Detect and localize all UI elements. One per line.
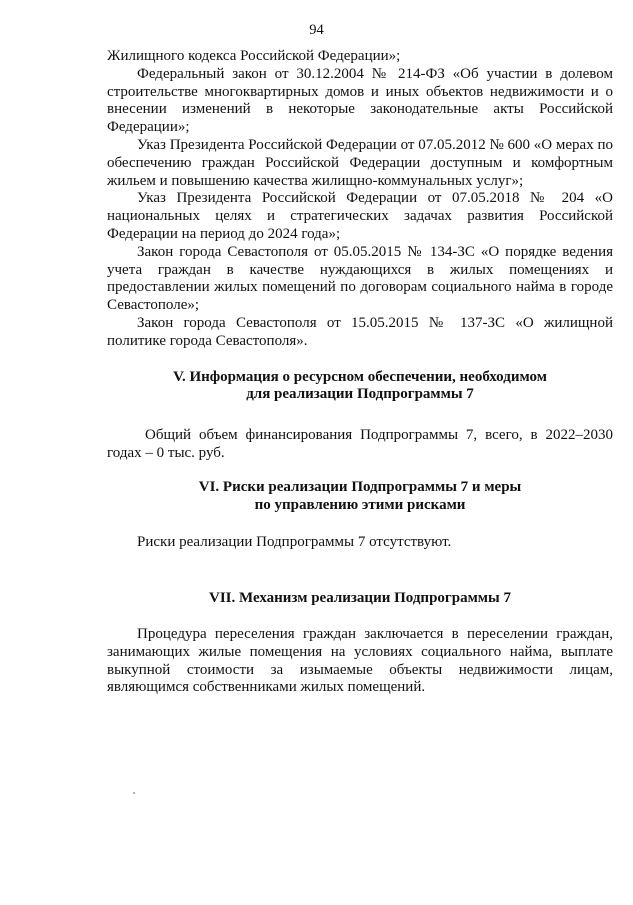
section-6-text: Риски реализации Подпрограммы 7 отсутствуют.	[137, 534, 452, 551]
section-6-heading-line-2: по управлению этими рисками	[254, 496, 466, 513]
paragraph-decree-600: Указ Президента Российской Федерации от 07.05.2012 № 600 «О мерах по обеспечению граждан Российской Федерации доступным и комфортным жильем и повышению качества жилищно-коммунальных услуг»;	[107, 136, 613, 189]
section-5-heading-line-2: для реализации Подпрограммы 7	[246, 386, 474, 403]
paragraph-federal-law-214: Федеральный закон от 30.12.2004 № 214-ФЗ «Об участии в долевом строительстве многоквартирных домов и иных объектов недвижимости и о внесении изменений в некоторые законодательные акты Российской Федерации»;	[107, 65, 613, 136]
paragraph-continuation: Жилищного кодекса Российской Федерации»;	[107, 48, 401, 64]
paragraph-law-137: Закон города Севастополя от 15.05.2015 № 137-ЗС «О жилищной политике города Севастополя».	[107, 314, 613, 349]
page-number: 94	[309, 22, 324, 38]
paragraph-decree-204: Указ Президента Российской Федерации от 07.05.2018 № 204 «О национальных целях и стратегических задачах развития Российской Федерации на период до 2024 года»;	[107, 190, 613, 242]
section-5-text: Общий объем финансирования Подпрограммы 7, всего, в 2022–2030 годах – 0 тыс. руб.	[107, 427, 613, 461]
section-5-heading	[107, 369, 613, 405]
section-5-heading-line-1: V. Информация о ресурсном обеспечении, необходимом	[173, 368, 547, 385]
section-7-text: Процедура переселения граждан заключается в переселении граждан, занимающих жилые помещения на условиях социального найма, выплате выкупной стоимости за изымаемые объекты недвижимости лицам, являющимся собственниками жилых помещений.	[107, 625, 613, 696]
paragraph-law-134: Закон города Севастополя от 05.05.2015 № 134-ЗС «О порядке ведения учета граждан в качестве нуждающихся в жилых помещениях и предоставлении жилых помещений по договорам социального найма в городе Севастополе»;	[107, 243, 613, 314]
section-6-heading	[107, 479, 613, 515]
section-7-heading: VII. Механизм реализации Подпрограммы 7	[209, 590, 511, 607]
section-6-heading-line-1: VI. Риски реализации Подпрограммы 7 и меры	[198, 478, 522, 495]
document-body	[107, 48, 613, 697]
scan-speck	[133, 792, 135, 794]
